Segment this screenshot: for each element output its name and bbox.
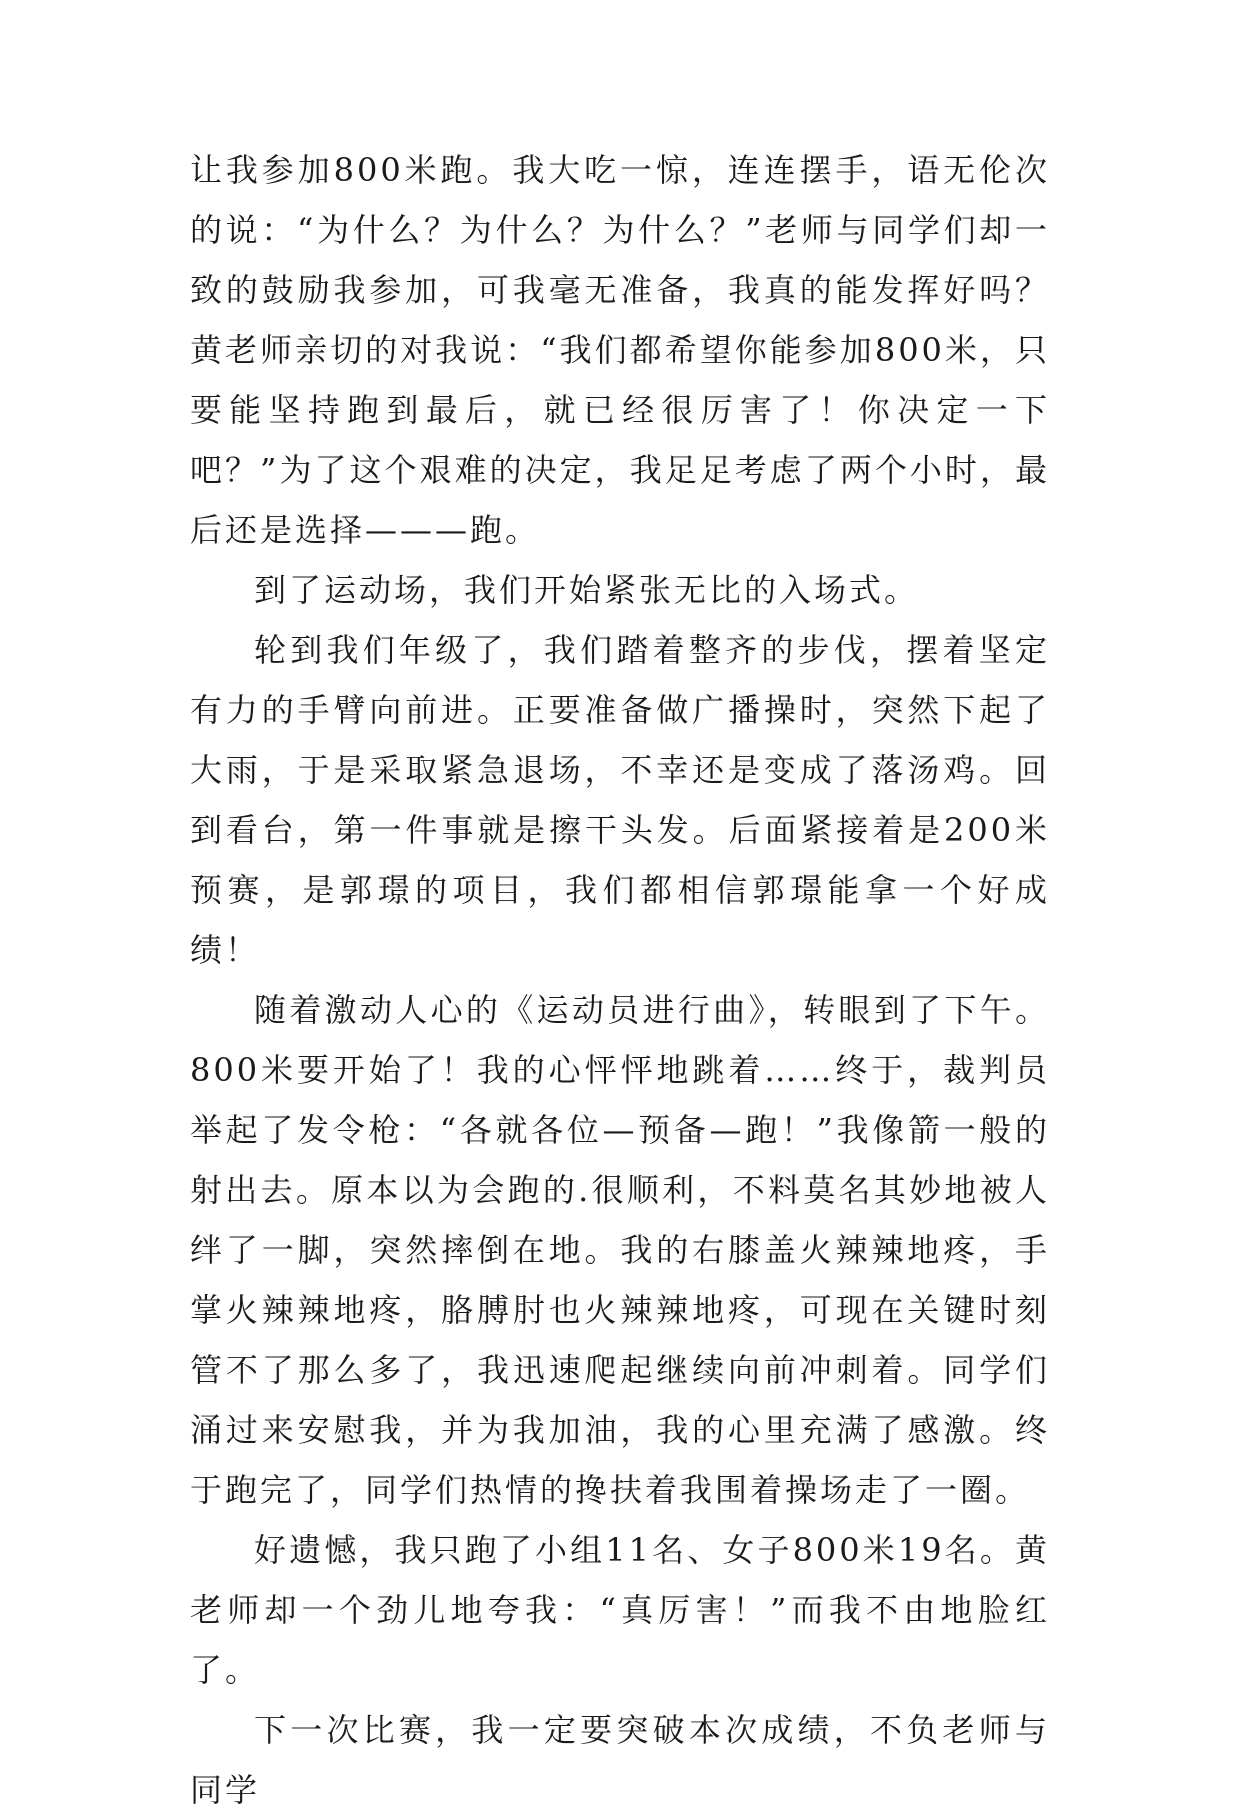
paragraph-4: 随着激动人心的《运动员进行曲》，转眼到了下午。800米要开始了！我的心怦怦地跳着……终于，裁判员举起了发令枪：“各就各位—预备—跑！”我像箭一般的射出去。原本以为会跑的.很顺利，不料莫名其妙地被人绊了一脚，突然摔倒在地。我的右膝盖火辣辣地疼，手掌火辣辣地疼，胳膊肘也火辣辣地疼，可现在关键时刻管不了那么多了，我迅速爬起继续向前冲刺着。同学们涌过来安慰我，并为我加油，我的心里充满了感激。终于跑完了，同学们热情的搀扶着我围着操场走了一圈。 xyxy=(190,991,1050,1509)
paragraph-2: 到了运动场，我们开始紧张无比的入场式。 xyxy=(254,571,920,609)
paragraph-3: 轮到我们年级了，我们踏着整齐的步伐，摆着坚定有力的手臂向前进。正要准备做广播操时，突然下起了大雨，于是采取紧急退场，不幸还是变成了落汤鸡。回到看台，第一件事就是擦干头发。后面紧接着是200米预赛，是郭璟的项目，我们都相信郭璟能拿一个好成绩！ xyxy=(190,631,1050,969)
paragraph-6: 下一次比赛，我一定要突破本次成绩，不负老师与同学 xyxy=(190,1711,1050,1809)
paragraph-5: 好遗憾，我只跑了小组11名、女子800米19名。黄老师却一个劲儿地夸我：“真厉害！”而我不由地脸红了。 xyxy=(190,1531,1050,1689)
paragraph-1: 让我参加800米跑。我大吃一惊，连连摆手，语无伦次的说：“为什么？为什么？为什么？”老师与同学们却一致的鼓励我参加，可我毫无准备，我真的能发挥好吗？黄老师亲切的对我说：“我们都希望你能参加800米，只要能坚持跑到最后，就已经很厉害了！你决定一下吧？”为了这个艰难的决定，我足足考虑了两个小时，最后还是选择———跑。 xyxy=(190,151,1050,549)
article-body xyxy=(190,140,1050,1820)
